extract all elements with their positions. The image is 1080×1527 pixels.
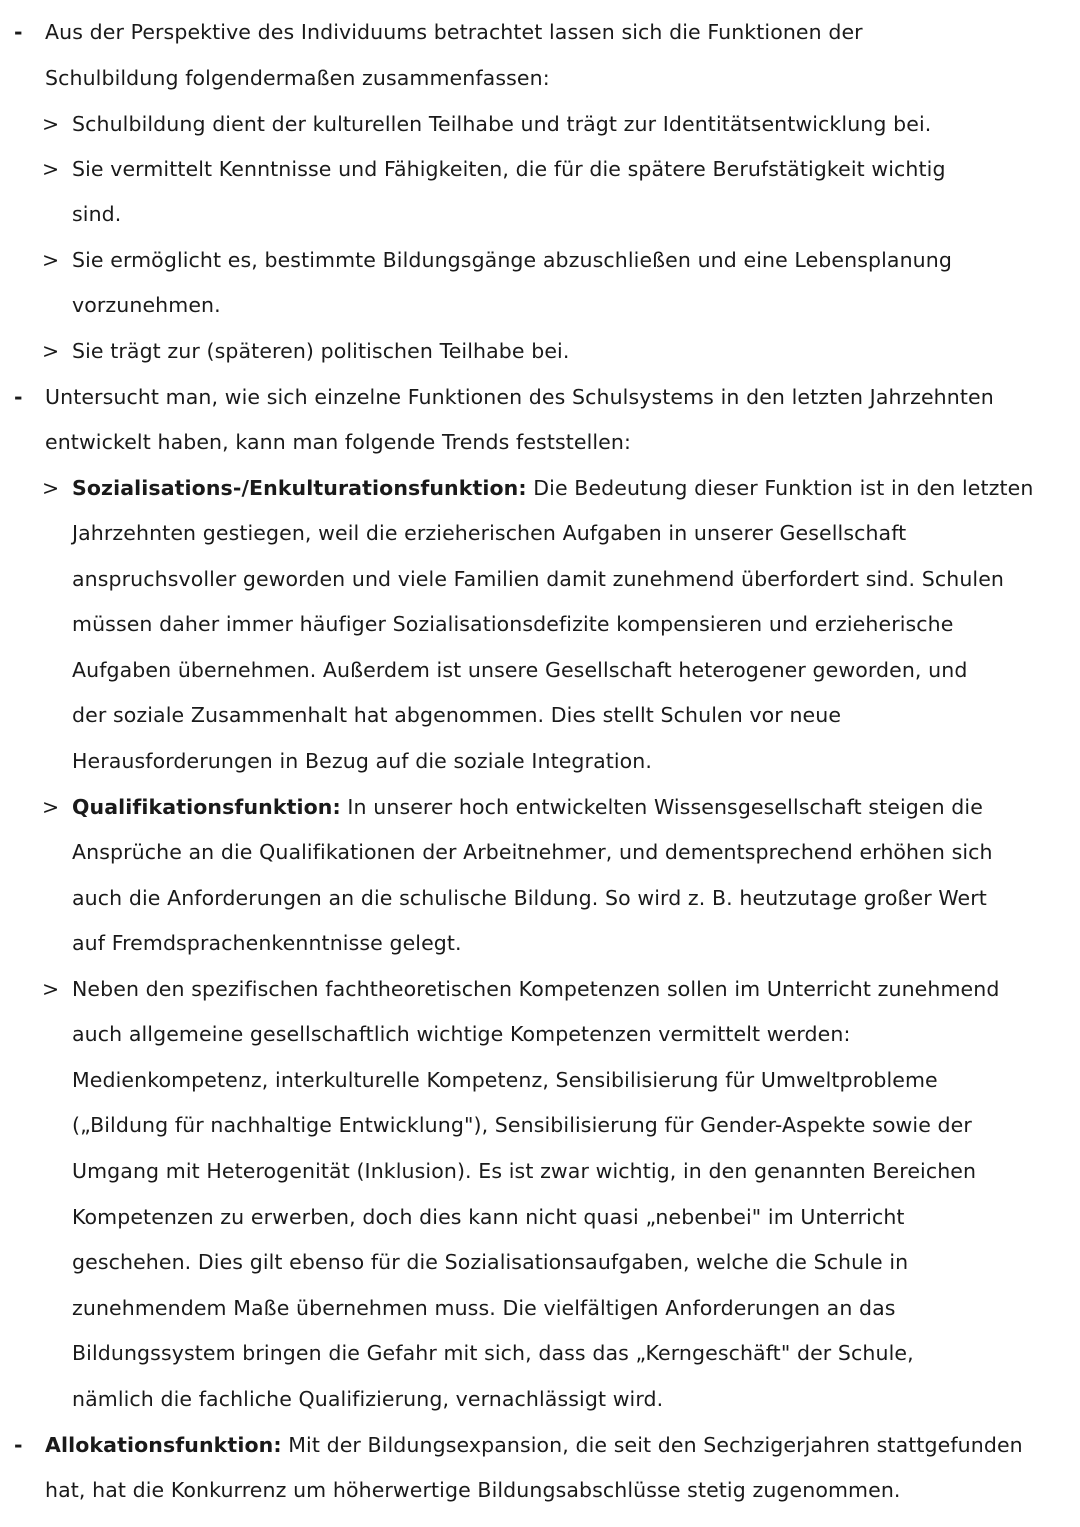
text-line: Sie trägt zur (späteren) politischen Teilhabe bei. xyxy=(72,339,570,363)
term-continuation: In unserer hoch entwickelten Wissensgesellschaft steigen die xyxy=(340,795,983,819)
text-line: anspruchsvoller geworden und viele Familien damit zunehmend überfordert sind. Schulen xyxy=(72,567,1005,591)
text-line: Schulbildung folgendermaßen zusammenfassen: xyxy=(45,66,550,90)
term-qualifikation: Qualifikationsfunktion: xyxy=(72,795,341,819)
text-line: vorzunehmen. xyxy=(72,293,221,317)
arrow-bullet: > xyxy=(42,112,60,136)
text-line: Schulbildung dient der kulturellen Teilhabe und trägt zur Identitätsentwicklung bei. xyxy=(72,112,932,136)
text-line: Medienkompetenz, interkulturelle Kompetenz, Sensibilisierung für Umweltprobleme xyxy=(72,1068,938,1092)
text-line: Sie vermittelt Kenntnisse und Fähigkeiten, die für die spätere Berufstätigkeit wichtig xyxy=(72,157,946,181)
text-line: Bildungssystem bringen die Gefahr mit sich, dass das „Kerngeschäft" der Schule, xyxy=(72,1341,914,1365)
text-line: nämlich die fachliche Qualifizierung, vernachlässigt wird. xyxy=(72,1387,664,1411)
text-line: Aus der Perspektive des Individuums betrachtet lassen sich die Funktionen der xyxy=(45,20,863,44)
arrow-bullet: > xyxy=(42,795,60,819)
text-line xyxy=(72,475,1033,501)
text-line: sind. xyxy=(72,202,122,226)
arrow-bullet: > xyxy=(42,157,60,181)
dash-bullet: - xyxy=(14,1433,23,1457)
text-line: der soziale Zusammenhalt hat abgenommen. Dies stellt Schulen vor neue xyxy=(72,703,842,727)
text-line: Sie ermöglicht es, bestimmte Bildungsgänge abzuschließen und eine Lebensplanung xyxy=(72,248,952,272)
term-sozialisation: Sozialisations-/Enkulturationsfunktion: xyxy=(72,476,527,500)
text-line: Herausforderungen in Bezug auf die soziale Integration. xyxy=(72,749,653,773)
arrow-bullet: > xyxy=(42,339,60,363)
term-continuation: Mit der Bildungsexpansion, die seit den Sechzigerjahren stattgefunden xyxy=(281,1433,1023,1457)
arrow-bullet: > xyxy=(42,248,60,272)
text-line xyxy=(72,794,983,820)
dash-bullet: - xyxy=(14,385,23,409)
term-allokation: Allokationsfunktion: xyxy=(45,1433,282,1457)
dash-bullet: - xyxy=(14,20,23,44)
text-line: Jahrzehnten gestiegen, weil die erzieherischen Aufgaben in unserer Gesellschaft xyxy=(72,521,907,545)
arrow-bullet: > xyxy=(42,476,60,500)
text-line: zunehmendem Maße übernehmen muss. Die vielfältigen Anforderungen an das xyxy=(72,1296,896,1320)
arrow-bullet: > xyxy=(42,977,60,1001)
text-line: Ansprüche an die Qualifikationen der Arbeitnehmer, und dementsprechend erhöhen sich xyxy=(72,840,993,864)
term-continuation: Die Bedeutung dieser Funktion ist in den letzten xyxy=(526,476,1034,500)
text-line xyxy=(45,1432,1023,1458)
text-line: Untersucht man, wie sich einzelne Funktionen des Schulsystems in den letzten Jahrzehnten xyxy=(45,385,994,409)
text-line: entwickelt haben, kann man folgende Trends feststellen: xyxy=(45,430,631,454)
text-line: Neben den spezifischen fachtheoretischen Kompetenzen sollen im Unterricht zunehmend xyxy=(72,977,1000,1001)
text-line: müssen daher immer häufiger Sozialisationsdefizite kompensieren und erzieherische xyxy=(72,612,954,636)
text-line: geschehen. Dies gilt ebenso für die Sozialisationsaufgaben, welche die Schule in xyxy=(72,1250,909,1274)
text-line: auch die Anforderungen an die schulische Bildung. So wird z. B. heutzutage großer Wert xyxy=(72,886,987,910)
text-line: auf Fremdsprachenkenntnisse gelegt. xyxy=(72,931,462,955)
text-line: Umgang mit Heterogenität (Inklusion). Es ist zwar wichtig, in den genannten Bereichen xyxy=(72,1159,977,1183)
text-line: Aufgaben übernehmen. Außerdem ist unsere Gesellschaft heterogener geworden, und xyxy=(72,658,968,682)
text-line: („Bildung für nachhaltige Entwicklung"), Sensibilisierung für Gender-Aspekte sowie der xyxy=(72,1113,972,1137)
text-line: auch allgemeine gesellschaftlich wichtige Kompetenzen vermittelt werden: xyxy=(72,1022,851,1046)
text-line: hat, hat die Konkurrenz um höherwertige Bildungsabschlüsse stetig zugenommen. xyxy=(45,1478,901,1502)
text-line: Kompetenzen zu erwerben, doch dies kann nicht quasi „nebenbei" im Unterricht xyxy=(72,1205,905,1229)
